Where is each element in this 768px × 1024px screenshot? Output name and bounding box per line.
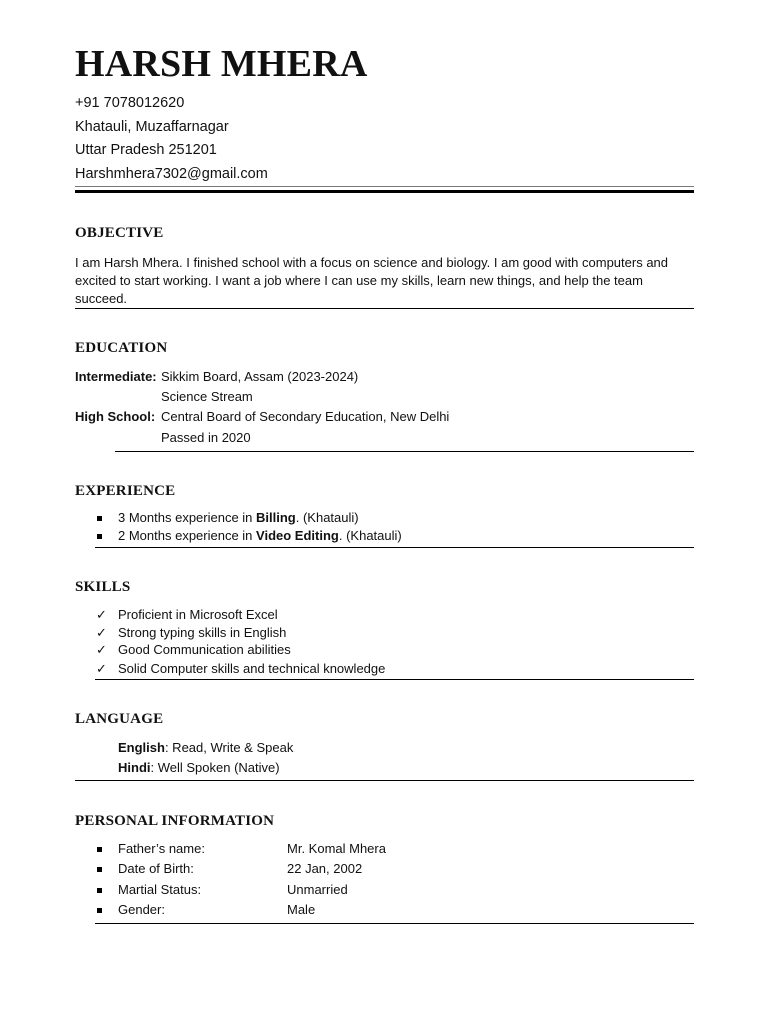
language-proficiency: : Well Spoken (Native) xyxy=(150,760,280,775)
personal-info-value: Unmarried xyxy=(287,882,348,897)
language-proficiency: : Read, Write & Speak xyxy=(164,740,294,755)
phone-number: +91 7078012620 xyxy=(75,95,185,111)
experience-field: Billing xyxy=(256,510,296,525)
resume-page xyxy=(75,40,694,917)
experience-field: Video Editing xyxy=(256,528,339,543)
language-name: English xyxy=(118,740,165,755)
personal-info-divider xyxy=(95,923,694,924)
checkmark-icon: ✓ xyxy=(96,625,107,640)
education-label: Intermediate: xyxy=(75,369,157,384)
experience-divider xyxy=(95,547,694,548)
personal-info-label: Father’s name: xyxy=(118,841,205,856)
experience-location: . (Khatauli) xyxy=(295,510,359,525)
language-item xyxy=(118,758,280,778)
skill-item: Strong typing skills in English xyxy=(118,625,287,640)
objective-divider xyxy=(75,308,694,309)
bullet-square-icon xyxy=(97,867,102,872)
personal-info-value: 22 Jan, 2002 xyxy=(287,861,363,876)
education-title: EDUCATION xyxy=(75,340,168,356)
education-detail: Science Stream xyxy=(161,389,253,404)
personal-info-title: PERSONAL INFORMATION xyxy=(75,813,275,829)
checkmark-icon: ✓ xyxy=(96,642,107,657)
language-divider xyxy=(75,780,694,781)
education-institution: Sikkim Board, Assam (2023-2024) xyxy=(161,369,359,384)
education-institution: Central Board of Secondary Education, New Delhi xyxy=(161,409,450,424)
bullet-square-icon xyxy=(97,534,102,539)
personal-info-value: Male xyxy=(287,902,316,917)
language-item xyxy=(118,738,293,758)
objective-text: I am Harsh Mhera. I finished school with a focus on science and biology. I am good with computers and excited to start working. I want a job where I can use my skills, learn new things, and help the team succeed. xyxy=(75,255,669,306)
personal-info-label: Gender: xyxy=(118,902,165,917)
language-name: Hindi xyxy=(118,760,151,775)
skills-divider xyxy=(95,679,694,680)
experience-text: 3 Months experience in xyxy=(118,510,257,525)
bullet-square-icon xyxy=(97,888,102,893)
skill-item: Proficient in Microsoft Excel xyxy=(118,607,278,622)
experience-text: 2 Months experience in xyxy=(118,528,257,543)
education-row xyxy=(75,407,449,427)
checkmark-icon: ✓ xyxy=(96,607,107,622)
checkmark-icon: ✓ xyxy=(96,661,107,676)
skill-item: Solid Computer skills and technical knowledge xyxy=(118,661,386,676)
email-address: Harshmhera7302@gmail.com xyxy=(75,166,268,183)
education-row xyxy=(75,367,358,387)
bullet-square-icon xyxy=(97,516,102,521)
header-divider-thick xyxy=(75,190,694,193)
skill-item: Good Communication abilities xyxy=(118,642,291,657)
skills-title: SKILLS xyxy=(75,579,131,595)
address-line-1: Khatauli, Muzaffarnagar xyxy=(75,118,229,135)
education-divider xyxy=(115,451,694,452)
experience-item xyxy=(118,527,402,545)
objective-title: OBJECTIVE xyxy=(75,225,164,241)
bullet-square-icon xyxy=(97,908,102,913)
bullet-square-icon xyxy=(97,847,102,852)
language-title: LANGUAGE xyxy=(75,711,164,727)
personal-info-label: Martial Status: xyxy=(118,882,202,897)
personal-info-label: Date of Birth: xyxy=(118,861,194,876)
education-label: High School: xyxy=(75,409,156,424)
experience-location: . (Khatauli) xyxy=(338,528,402,543)
education-detail: Passed in 2020 xyxy=(161,430,251,445)
candidate-name: HARSH MHERA xyxy=(75,43,368,85)
personal-info-value: Mr. Komal Mhera xyxy=(287,841,386,856)
header-divider-thin xyxy=(75,186,694,187)
experience-item xyxy=(118,509,359,527)
address-line-2: Uttar Pradesh 251201 xyxy=(75,142,217,159)
contact-block xyxy=(75,92,694,187)
experience-title: EXPERIENCE xyxy=(75,483,176,499)
